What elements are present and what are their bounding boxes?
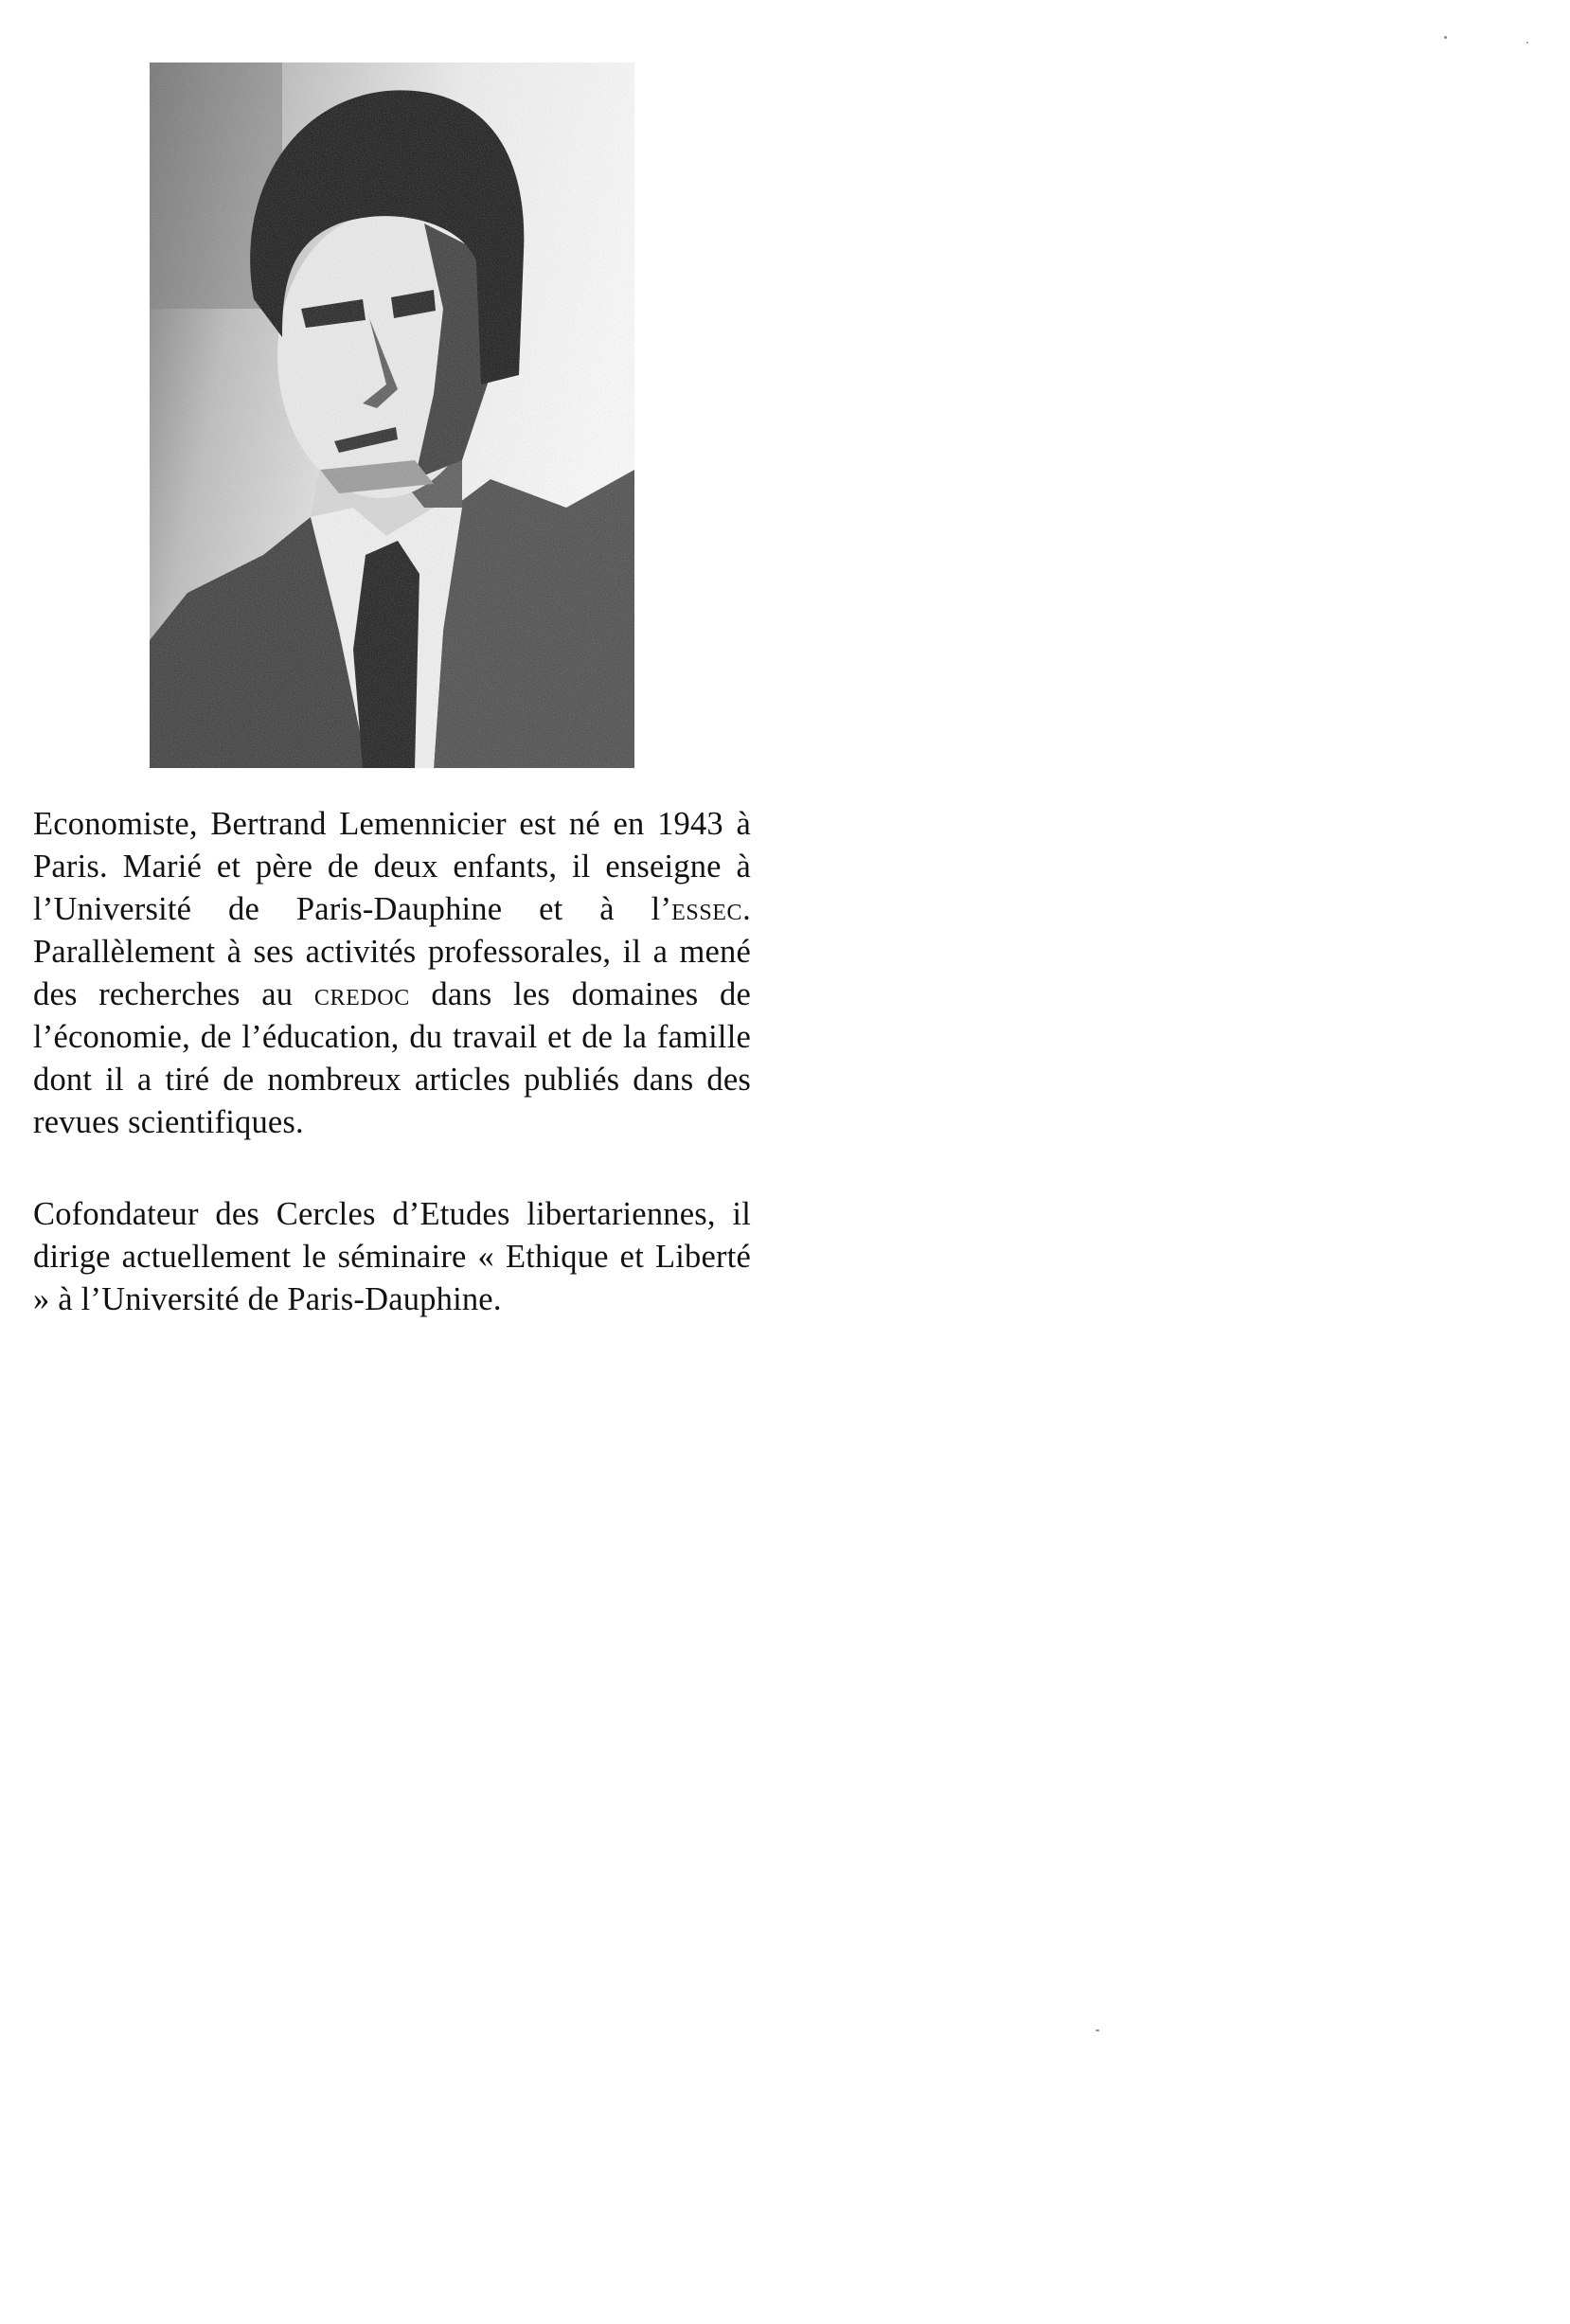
- bio-p1-text-2: . Parallèlement à ses activités professorales, il a mené des recherches au: [33, 891, 751, 1012]
- bio-paragraph-2: Cofondateur des Cercles d’Etudes libertariennes, il dirige actuellement le séminaire « Ethique et Liberté » à l’Université de Paris-Dauphine.: [33, 1196, 751, 1317]
- acronym-credoc: credoc: [313, 976, 410, 1012]
- author-biography: [33, 803, 751, 1370]
- bio-p1-text-1: Economiste, Bertrand Lemennicier est né en 1943 à Paris. Marié et père de deux enfants, il enseigne à l’Université de Paris-Dauphine et à l’: [33, 806, 751, 927]
- author-portrait-image: [150, 63, 634, 768]
- scan-speck: [1444, 36, 1447, 39]
- scan-speck: [1096, 2029, 1099, 2031]
- acronym-essec: essec: [671, 891, 743, 927]
- author-portrait: [150, 63, 634, 768]
- bio-p1-text-3: dans les domaines de l’économie, de l’éducation, du travail et de la famille dont il a tiré de nombreux articles publiés dans des revues scientifiques.: [33, 976, 751, 1140]
- bio-paragraph-1: [33, 803, 751, 1144]
- scan-speck: [1526, 42, 1528, 44]
